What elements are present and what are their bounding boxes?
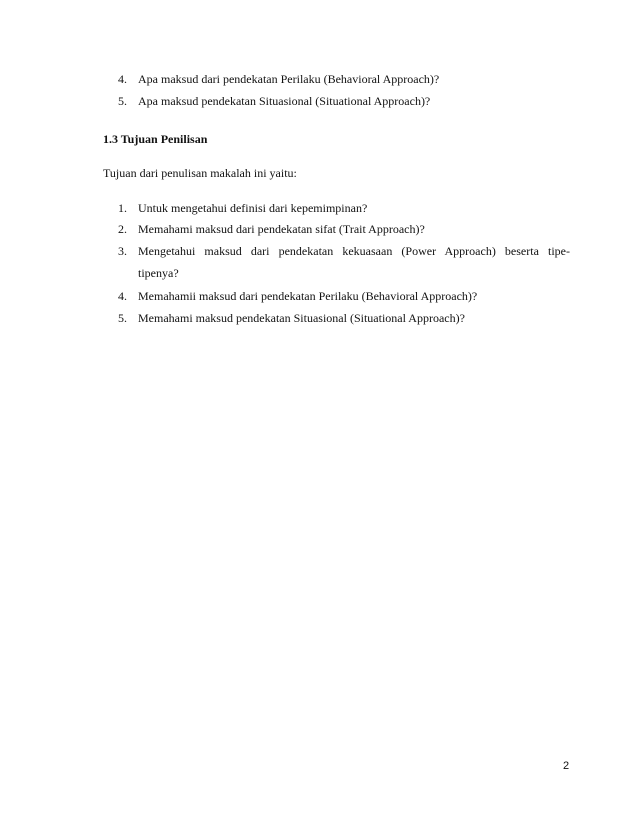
list-text: Apa maksud pendekatan Situasional (Situational Approach)?	[138, 94, 431, 108]
list-text: Apa maksud dari pendekatan Perilaku (Behavioral Approach)?	[138, 72, 440, 86]
list-text: Memahamii maksud dari pendekatan Perilaku (Behavioral Approach)?	[138, 289, 478, 303]
list-text: Untuk mengetahui definisi dari kepemimpinan?	[138, 201, 368, 215]
page-number: 2	[563, 760, 570, 772]
list-text: tipenya?	[138, 266, 179, 280]
list-number: 5.	[118, 311, 127, 325]
list-text: Memahami maksud dari pendekatan sifat (Trait Approach)?	[138, 222, 425, 236]
section-heading: 1.3 Tujuan Penilisan	[103, 132, 208, 146]
list-text: Memahami maksud pendekatan Situasional (Situational Approach)?	[138, 311, 465, 325]
list-number: 2.	[118, 222, 127, 236]
list-number: 1.	[118, 201, 127, 215]
list-text: Mengetahui maksud dari pendekatan kekuasaan (Power Approach) beserta tipe-	[138, 244, 570, 258]
list-number: 4.	[118, 289, 127, 303]
list-number: 5.	[118, 94, 127, 108]
section-intro: Tujuan dari penulisan makalah ini yaitu:	[103, 166, 297, 180]
list-number: 3.	[118, 244, 127, 258]
list-number: 4.	[118, 72, 127, 86]
